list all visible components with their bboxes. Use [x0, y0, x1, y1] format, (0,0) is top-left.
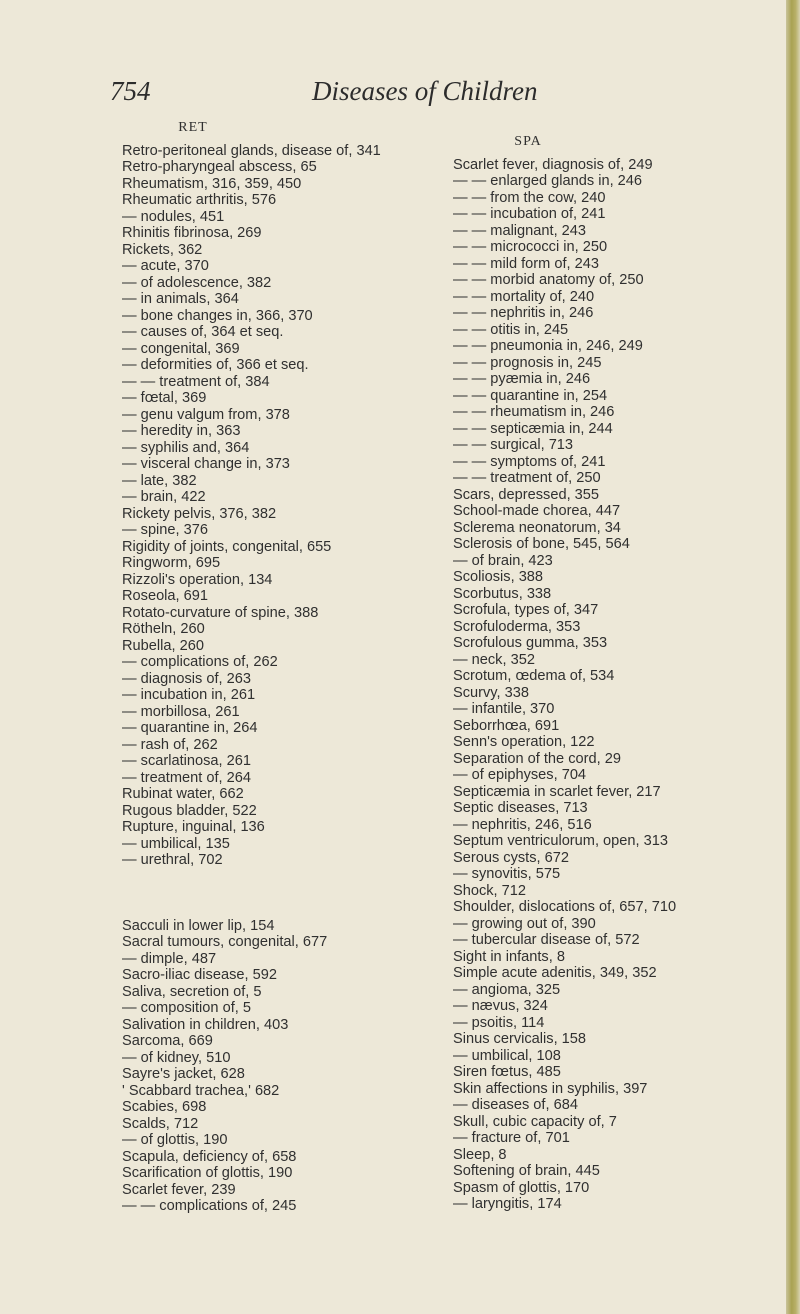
- index-entry: — dimple, 487: [122, 950, 217, 967]
- index-entry: — treatment of, 264: [122, 769, 251, 786]
- index-entry: — — morbid anatomy of, 250: [453, 272, 644, 288]
- index-entry: Scars, depressed, 355: [453, 486, 600, 503]
- index-entry: Sacculi in lower lip, 154: [122, 917, 275, 934]
- index-entry: Scurvy, 338: [453, 684, 529, 701]
- page-header: [0, 76, 780, 116]
- index-entry: Rickety pelvis, 376, 382: [122, 505, 277, 522]
- index-entry: Ringworm, 695: [122, 555, 221, 571]
- index-entry: — deformities of, 366 et seq.: [122, 357, 309, 373]
- index-entry: Sclerema neonatorum, 34: [453, 519, 621, 536]
- index-entry: — growing out of, 390: [453, 915, 596, 932]
- index-entry: — psoitis, 114: [453, 1014, 545, 1031]
- index-entry: Septum ventriculorum, open, 313: [453, 833, 668, 849]
- index-entry: — — prognosis in, 245: [453, 354, 602, 371]
- index-entry: Sinus cervicalis, 158: [453, 1031, 587, 1047]
- index-entry: Shock, 712: [453, 882, 527, 899]
- index-entry: — angioma, 325: [453, 981, 561, 998]
- index-entry: Sacro-iliac disease, 592: [122, 967, 277, 983]
- index-entry: — spine, 376: [122, 522, 208, 538]
- index-entry: — nodules, 451: [122, 208, 225, 225]
- index-entry: Rubinat water, 662: [122, 786, 244, 802]
- index-entry: — of glottis, 190: [122, 1132, 228, 1148]
- index-entry: Rizzoli's operation, 134: [122, 571, 273, 588]
- index-entry: Retro-pharyngeal abscess, 65: [122, 159, 317, 175]
- index-entry: — urethral, 702: [122, 852, 223, 868]
- index-entry: — — from the cow, 240: [453, 189, 606, 206]
- index-entry: — — malignant, 243: [453, 222, 587, 239]
- index-entry: Scabies, 698: [122, 1099, 207, 1115]
- index-entry: Spasm of glottis, 170: [453, 1179, 590, 1196]
- index-entry: — complications of, 262: [122, 654, 278, 670]
- index-entry: Seborrhœa, 691: [453, 717, 560, 734]
- index-entry: Rupture, inguinal, 136: [122, 819, 265, 835]
- index-entry: Scrotum, œdema of, 534: [453, 668, 615, 684]
- index-entry: — in animals, 364: [122, 291, 239, 307]
- index-entry: Separation of the cord, 29: [453, 750, 621, 767]
- index-entry: Skull, cubic capacity of, 7: [453, 1113, 617, 1130]
- index-entry: School-made chorea, 447: [453, 503, 621, 519]
- index-entry: Softening of brain, 445: [453, 1163, 600, 1179]
- index-entries-r: [122, 143, 452, 869]
- index-entry: Rotato-curvature of spine, 388: [122, 604, 319, 621]
- index-entry: — infantile, 370: [453, 701, 555, 717]
- index-entry: — fracture of, 701: [453, 1130, 570, 1146]
- index-entry: Rugous bladder, 522: [122, 802, 257, 819]
- index-entry: Rheumatic arthritis, 576: [122, 192, 277, 208]
- column-head-right: SPA: [514, 134, 542, 149]
- index-entry: — heredity in, 363: [122, 423, 241, 439]
- index-entry: — — pneumonia in, 246, 249: [453, 338, 643, 354]
- index-entry: Simple acute adenitis, 349, 352: [453, 965, 657, 981]
- index-entry: — diseases of, 684: [453, 1097, 578, 1113]
- index-entry: Saliva, secretion of, 5: [122, 983, 262, 1000]
- index-entry: — — rheumatism in, 246: [453, 404, 615, 420]
- running-title: Diseases of Children: [312, 76, 538, 106]
- index-entry: — synovitis, 575: [453, 866, 561, 882]
- index-entry: Skin affections in syphilis, 397: [453, 1080, 648, 1097]
- index-entry: — of epiphyses, 704: [453, 767, 587, 783]
- index-entry: — bone changes in, 366, 370: [122, 307, 313, 324]
- index-entry: Sight in infants, 8: [453, 948, 565, 965]
- index-entry: — quarantine in, 264: [122, 720, 258, 736]
- index-entry: Rickets, 362: [122, 241, 203, 258]
- index-entry: Scarlet fever, 239: [122, 1181, 236, 1198]
- index-entry: — — symptoms of, 241: [453, 453, 606, 470]
- index-entry: — incubation in, 261: [122, 687, 256, 703]
- index-entry: ' Scabbard trachea,' 682: [122, 1082, 280, 1099]
- column-head-left: RET: [178, 120, 208, 135]
- index-entry: Retro-peritoneal glands, disease of, 341: [122, 142, 381, 159]
- index-entries-s: [122, 918, 452, 1215]
- index-entry: — scarlatinosa, 261: [122, 753, 251, 769]
- index-entry: — brain, 422: [122, 489, 206, 505]
- index-entry: Septicæmia in scarlet fever, 217: [453, 783, 661, 800]
- index-entry: — — incubation of, 241: [453, 206, 606, 222]
- index-entry: — nævus, 324: [453, 998, 548, 1014]
- index-entry: — morbillosa, 261: [122, 703, 240, 720]
- index-entry: — — septicæmia in, 244: [453, 420, 613, 437]
- index-entry: — composition of, 5: [122, 1000, 251, 1016]
- index-entry: — syphilis and, 364: [122, 439, 250, 456]
- index-entry: — umbilical, 108: [453, 1047, 561, 1064]
- index-entry: — causes of, 364 et seq.: [122, 324, 284, 340]
- index-entry: — — quarantine in, 254: [453, 387, 608, 404]
- page-edge: [786, 0, 800, 1314]
- index-entry: Scrofula, types of, 347: [453, 602, 599, 618]
- index-entry: Scrofuloderma, 353: [453, 618, 581, 635]
- index-entry: Sarcoma, 669: [122, 1033, 213, 1049]
- index-entry: — of brain, 423: [453, 552, 553, 569]
- index-entry: Shoulder, dislocations of, 657, 710: [453, 899, 677, 915]
- index-entry: Rhinitis fibrinosa, 269: [122, 225, 262, 241]
- index-entry: — congenital, 369: [122, 340, 240, 357]
- index-entry: Senn's operation, 122: [453, 734, 595, 750]
- index-entry: Rheumatism, 316, 359, 450: [122, 175, 302, 192]
- index-entry: — acute, 370: [122, 258, 209, 274]
- index-entry: — rash of, 262: [122, 736, 218, 753]
- index-entry: Sayre's jacket, 628: [122, 1066, 245, 1082]
- index-entry: — — nephritis in, 246: [453, 305, 594, 321]
- index-entry: — — enlarged glands in, 246: [453, 173, 643, 189]
- index-entry: — — surgical, 713: [453, 437, 574, 453]
- index-entry: Scapula, deficiency of, 658: [122, 1148, 297, 1165]
- index-entry: Salivation in children, 403: [122, 1016, 289, 1033]
- index-entry: — — micrococci in, 250: [453, 239, 608, 255]
- index-entry: — neck, 352: [453, 651, 535, 668]
- index-entry: Serous cysts, 672: [453, 849, 569, 866]
- index-entry: Rigidity of joints, congenital, 655: [122, 538, 332, 555]
- index-entry: — diagnosis of, 263: [122, 670, 251, 687]
- index-entry: — — complications of, 245: [122, 1198, 297, 1214]
- index-entry: — genu valgum from, 378: [122, 406, 290, 423]
- index-entry: — — pyæmia in, 246: [453, 371, 591, 387]
- index-entry: — — treatment of, 384: [122, 373, 270, 390]
- index-entry: — laryngitis, 174: [453, 1196, 562, 1212]
- section-gap: [122, 869, 452, 918]
- index-entry: Scorbutus, 338: [453, 585, 552, 602]
- index-entry: — tubercular disease of, 572: [453, 932, 640, 948]
- index-entry: Roseola, 691: [122, 588, 209, 604]
- index-entry: Scrofulous gumma, 353: [453, 635, 608, 651]
- index-entry: — of kidney, 510: [122, 1049, 231, 1066]
- index-entry: Rötheln, 260: [122, 621, 205, 637]
- index-entries-s-cont: [453, 157, 783, 1213]
- index-entry: Scarlet fever, diagnosis of, 249: [453, 156, 653, 173]
- index-column-left: [122, 120, 452, 1215]
- index-entry: Siren fœtus, 485: [453, 1064, 561, 1080]
- index-entry: — fœtal, 369: [122, 390, 207, 406]
- index-entry: — nephritis, 246, 516: [453, 816, 592, 833]
- index-entry: Sacral tumours, congenital, 677: [122, 934, 328, 950]
- index-entry: — umbilical, 135: [122, 835, 230, 852]
- index-entry: — of adolescence, 382: [122, 274, 272, 291]
- index-entry: Sclerosis of bone, 545, 564: [453, 536, 630, 552]
- index-entry: — — mild form of, 243: [453, 255, 599, 272]
- index-entry: — — otitis in, 245: [453, 321, 569, 338]
- index-entry: — — mortality of, 240: [453, 288, 595, 305]
- index-entry: Scarification of glottis, 190: [122, 1165, 293, 1181]
- index-entry: Septic diseases, 713: [453, 800, 588, 816]
- index-column-right: [453, 134, 783, 1213]
- index-entry: — visceral change in, 373: [122, 456, 290, 472]
- page-number: 754: [110, 76, 151, 106]
- index-entry: Rubella, 260: [122, 637, 204, 654]
- index-entry: Sleep, 8: [453, 1146, 507, 1163]
- index-entry: Scalds, 712: [122, 1115, 199, 1132]
- index-entry: — — treatment of, 250: [453, 470, 601, 486]
- index-entry: — late, 382: [122, 472, 197, 489]
- index-entry: Scoliosis, 388: [453, 569, 544, 585]
